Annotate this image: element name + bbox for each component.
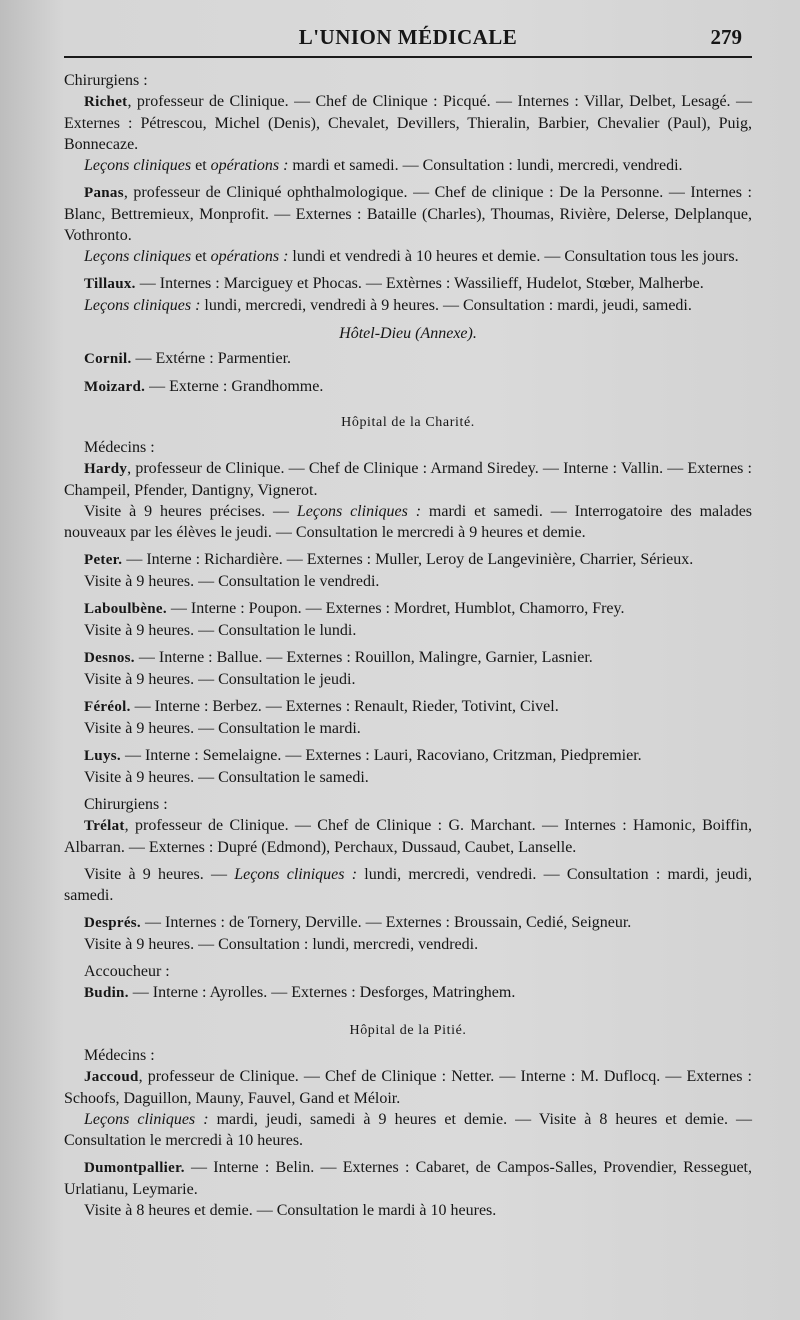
entry-panas: [64, 182, 752, 246]
entry-budin: [64, 982, 752, 1004]
entry-text: — Externe : Grandhomme.: [145, 378, 324, 395]
schedule-text: lundi, mercredi, vendredi à 9 heures. — Consultation : mardi, jeudi, samedi.: [200, 297, 692, 314]
page-header: [64, 22, 752, 52]
entry-laboulbene: [64, 598, 752, 620]
schedule-text: mardi et samedi. — Consultation : lundi, mercredi, vendredi.: [288, 157, 683, 174]
entry-text: — Interne : Ayrolles. — Externes : Desforges, Matringhem.: [128, 984, 516, 1001]
entry-text: — Interne : Semelaigne. — Externes : Lauri, Racoviano, Critzman, Piedpremier.: [120, 747, 642, 764]
physician-name: Luys.: [84, 748, 121, 764]
visit-text: Visite à 9 heures précises. —: [84, 503, 297, 520]
entry-visit: Visite à 9 heures. — Consultation le samedi.: [84, 769, 369, 786]
physician-name: Tillaux.: [84, 276, 136, 292]
entry-text: , professeur de Clinique. — Chef de Clinique : Picqué. — Internes : Villar, Delbet, Lesagé. — Externes : Pétrescou, Michel (Denis), Chevalet, Devillers, Thieralin, Barbier, Chevalier (Paul), Puig, Bonnecaze.: [64, 93, 752, 153]
physician-name: Hardy: [84, 461, 128, 477]
entry-text: — Internes : Marciguey et Phocas. — Extèrnes : Wassilieff, Hudelot, Stœber, Malherbe.: [135, 275, 704, 292]
entry-cornil: [64, 348, 752, 370]
entry-visit: Visite à 9 heures. — Consultation le jeudi.: [84, 671, 356, 688]
physician-name: Jaccoud: [84, 1069, 139, 1085]
schedule-text: lundi, mercredi, vendredi. — Consultation : mardi, jeudi, samedi.: [64, 866, 753, 904]
entry-despres: [64, 912, 752, 934]
category-label: Chirurgiens :: [64, 72, 148, 89]
entry-jaccoud: [64, 1066, 752, 1109]
entry-hardy: [64, 458, 752, 501]
entry-dumontpallier: [64, 1157, 752, 1200]
entry-schedule: [64, 246, 752, 267]
schedule-text: mardi, jeudi, samedi à 9 heures et demie. — Visite à 8 heures et demie. — Consultation le mercredi à 10 heures.: [64, 1111, 752, 1149]
entry-schedule: [64, 501, 752, 543]
section-heading-charite: Hôpital de la Charité.: [341, 415, 475, 430]
physician-name: Cornil.: [84, 351, 132, 367]
lecons-label: Leçons cliniques: [84, 157, 192, 174]
entry-text: — Interne : Poupon. — Externes : Mordret, Humblot, Chamorro, Frey.: [166, 600, 625, 617]
conj: et: [191, 157, 211, 174]
physician-name: Moizard.: [84, 379, 146, 395]
entry-desnos: [64, 647, 752, 669]
category-label: Accoucheur :: [84, 963, 170, 980]
entry-richet: [64, 91, 752, 155]
physician-name: Peter.: [84, 552, 123, 568]
lecons-label: Leçons cliniques :: [84, 1111, 209, 1128]
entry-visit: Visite à 9 heures. — Consultation le lundi.: [84, 622, 357, 639]
entry-fereol: [64, 696, 752, 718]
entry-visit: Visite à 9 heures. — Consultation : lundi, mercredi, vendredi.: [84, 936, 479, 953]
lecons-label: Leçons cliniques :: [84, 297, 201, 314]
entry-text: — Extérne : Parmentier.: [131, 350, 292, 367]
lecons-label: Leçons cliniques: [84, 248, 192, 265]
physician-name: Féréol.: [84, 699, 131, 715]
entry-text: — Interne : Berbez. — Externes : Renault, Rieder, Totivint, Civel.: [130, 698, 559, 715]
conj: et: [191, 248, 211, 265]
entry-visit: Visite à 9 heures. — Consultation le mardi.: [84, 720, 361, 737]
operations-label: opérations :: [210, 248, 289, 265]
entry-schedule: [64, 155, 752, 176]
entry-text: , professeur de Clinique. — Chef de Clinique : Armand Siredey. — Interne : Vallin. — Externes : Champeil, Pfender, Dantigny, Vignerot.: [64, 460, 752, 499]
lecons-label: Leçons cliniques :: [296, 503, 422, 520]
entry-tillaux: [64, 273, 752, 295]
schedule-text: mardi et samedi. — Interrogatoire des malades nouveaux par les élèves le jeudi. — Consultation le mercredi à 9 heures et demie.: [64, 503, 753, 541]
entry-schedule: [64, 864, 752, 906]
entry-text: — Internes : de Tornery, Derville. — Externes : Broussain, Cedié, Seigneur.: [140, 914, 632, 931]
entry-schedule: [64, 1109, 752, 1151]
entry-luys: [64, 745, 752, 767]
physician-name: Panas: [84, 185, 124, 201]
entry-text: — Interne : Belin. — Externes : Cabaret, de Campos-Salles, Provendier, Resseguet, Urlatianu, Leymarie.: [64, 1159, 752, 1198]
entry-text: , professeur de Cliniqué ophthalmologique. — Chef de clinique : De la Personne. — Internes : Blanc, Bettremieux, Monprofit. — Externes : Bataille (Charles), Thoumas, Rivière, Delerse, Delplanque, Vothronto.: [64, 184, 752, 244]
header-rule: [64, 56, 752, 58]
entry-text: , professeur de Clinique. — Chef de Clinique : G. Marchant. — Internes : Hamonic, Boiffin, Albarran. — Externes : Dupré (Edmond), Perchaux, Dussaud, Caubet, Lanselle.: [64, 817, 752, 856]
entry-schedule: [64, 295, 752, 316]
physician-name: Budin.: [84, 985, 129, 1001]
category-label: Médecins :: [84, 439, 155, 456]
lecons-label: Leçons cliniques :: [234, 866, 358, 883]
physician-name: Trélat: [84, 818, 125, 834]
page-number: 279: [710, 25, 742, 49]
entry-trelat: [64, 815, 752, 858]
category-label: Médecins :: [84, 1047, 155, 1064]
category-label: Chirurgiens :: [84, 796, 168, 813]
entry-text: — Interne : Richardière. — Externes : Muller, Leroy de Langevinière, Charrier, Sérieux.: [122, 551, 694, 568]
operations-label: opérations :: [210, 157, 289, 174]
physician-name: Després.: [84, 915, 141, 931]
physician-name: Dumontpallier.: [84, 1160, 185, 1176]
physician-name: Desnos.: [84, 650, 135, 666]
physician-name: Richet: [84, 94, 128, 110]
entry-visit: Visite à 9 heures. — Consultation le vendredi.: [84, 573, 380, 590]
section-heading-hotel-dieu: Hôtel-Dieu (Annexe).: [339, 325, 477, 342]
running-title: L'UNION MÉDICALE: [298, 25, 518, 49]
visit-text: Visite à 9 heures. —: [84, 866, 235, 883]
physician-name: Laboulbène.: [84, 601, 167, 617]
page-body: [64, 70, 752, 1221]
schedule-text: lundi et vendredi à 10 heures et demie. — Consultation tous les jours.: [288, 248, 739, 265]
entry-text: , professeur de Clinique. — Chef de Clinique : Netter. — Interne : M. Duflocq. — Externes : Schoofs, Daguillon, Mauny, Fauvel, Gand et Méloir.: [64, 1068, 752, 1107]
section-heading-pitie: Hôpital de la Pitié.: [349, 1023, 467, 1038]
entry-text: — Interne : Ballue. — Externes : Rouillon, Malingre, Garnier, Lasnier.: [134, 649, 593, 666]
entry-peter: [64, 549, 752, 571]
entry-moizard: [64, 376, 752, 398]
entry-visit: Visite à 8 heures et demie. — Consultation le mardi à 10 heures.: [84, 1202, 497, 1219]
